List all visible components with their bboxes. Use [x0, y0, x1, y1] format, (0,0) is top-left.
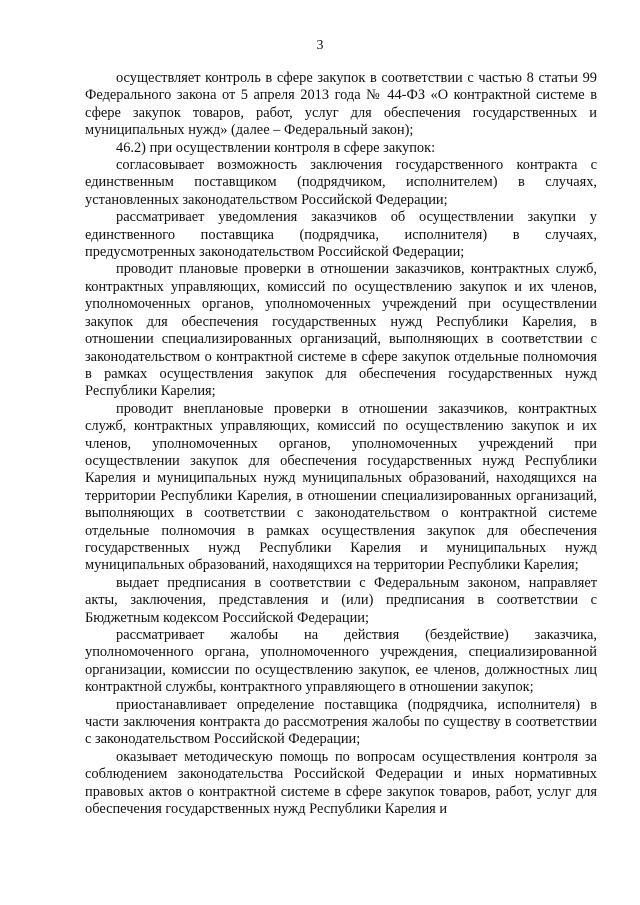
page-number: 3: [316, 38, 324, 53]
paragraph-control-scope: осуществляет контроль в сфере закупок в соответствии с частью 8 статьи 99 Федерального закона от 5 апреля 2013 года № 44-ФЗ «О контрактной системе в сфере закупок товаров, работ, услуг для обеспечения государственных и муниципальных нужд» (далее – Федеральный закон);: [85, 70, 597, 139]
paragraph-planned-inspections: проводит плановые проверки в отношении заказчиков, контрактных служб, контрактных управляющих, комиссий по осуществлению закупок и их членов, уполномоченных органов, уполномоченных учреждений при осуществлении закупок для обеспечения государственных нужд Республики Карелия, в отношении специализированных организаций, выполняющих в соответствии с законодательством о контрактной системе в сфере закупок отдельные полномочия в рамках осуществления закупок для обеспечения государственных нужд Республики Карелия;: [85, 261, 597, 400]
paragraph-orders: выдает предписания в соответствии с Федеральным законом, направляет акты, заключения, представления и (или) предписания в соответствии с Бюджетным кодексом Российской Федерации;: [85, 574, 597, 626]
paragraph-methodical-help: оказывает методическую помощь по вопросам осуществления контроля за соблюдением законодательства Российской Федерации и иных нормативных правовых актов о контрактной системе в сфере закупок товаров, работ, услуг для обеспечения государственных нужд Республики Карелия и: [85, 748, 597, 818]
paragraph-section-46-2: 46.2) при осуществлении контроля в сфере закупок:: [116, 139, 436, 156]
paragraph-contract-approval: согласовывает возможность заключения государственного контракта с единственным поставщиком (подрядчиком, исполнителем) в случаях, установленных законодательством Российской Федерации;: [85, 157, 597, 208]
document-body: [85, 70, 597, 818]
paragraph-unplanned-inspections: проводит внеплановые проверки в отношении заказчиков, контрактных служб, контрактных управляющих, комиссий по осуществлению закупок и их членов, уполномоченных органов, уполномоченных учреждений при осуществлении закупок для обеспечения государственных нужд Республики Карелия и муниципальных нужд муниципальных образований, находящихся на территории Республики Карелия, в отношении специализированных организаций, выполняющих в соответствии с законодательством о контрактной системе отдельные полномочия в рамках осуществления закупок для обеспечения государственных нужд Республики Карелия и муниципальных нужд муниципальных образований, находящихся на территории Республики Карелия;: [85, 400, 597, 574]
paragraph-complaints: рассматривает жалобы на действия (бездействие) заказчика, уполномоченного органа, уполномоченного учреждения, специализированной организации, комиссии по осуществлению закупок, ее членов, должностных лиц контрактной службы, контрактного управляющего в отношении закупок;: [85, 627, 597, 696]
paragraph-suspension: приостанавливает определение поставщика (подрядчика, исполнителя) в части заключения контракта до рассмотрения жалобы по существу в соответствии с законодательством Российской Федерации;: [85, 696, 597, 748]
paragraph-notifications: рассматривает уведомления заказчиков об осуществлении закупки у единственного поставщика (подрядчика, исполнителя) в случаях, предусмотренных законодательством Российской Федерации;: [85, 209, 597, 261]
